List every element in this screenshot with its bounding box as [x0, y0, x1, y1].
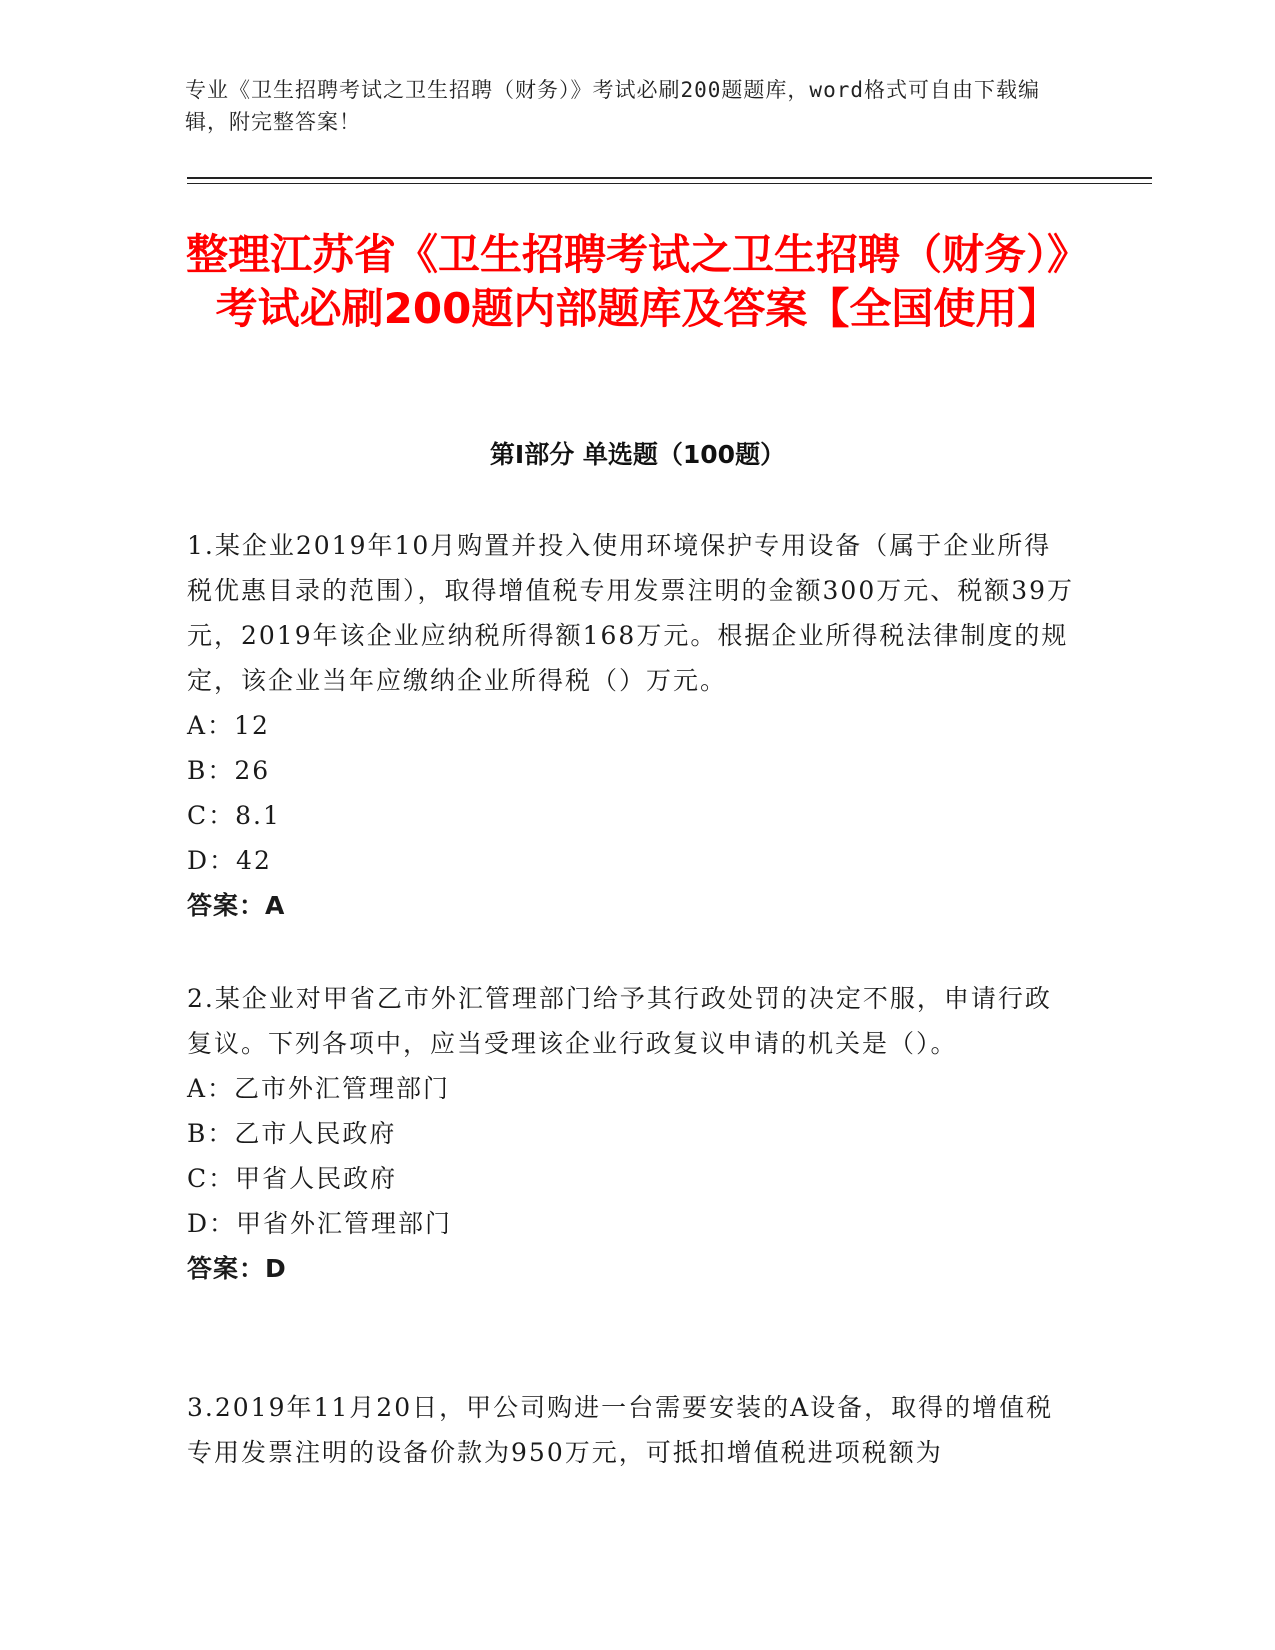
option-b: B：26 [187, 756, 271, 785]
answer-label: 答案：A [187, 891, 286, 920]
section-heading: 第I部分 单选题（100题） [489, 440, 786, 469]
question-stem: 2.某企业对甲省乙市外汇管理部门给予其行政处罚的决定不服，申请行政复议。下列各项中，应当受理该企业行政复议申请的机关是（）。 [187, 984, 1052, 1058]
question-stem: 3.2019年11月20日，甲公司购进一台需要安装的A设备，取得的增值税专用发票注明的设备价款为950万元，可抵扣增值税进项税额为 [187, 1393, 1054, 1467]
question-2 [187, 976, 1077, 1291]
option-d: D：42 [187, 846, 272, 875]
header-divider-thin [187, 183, 1152, 184]
option-d: D：甲省外汇管理部门 [187, 1209, 453, 1238]
option-a: A：乙市外汇管理部门 [187, 1074, 451, 1103]
option-a: A：12 [187, 711, 270, 740]
option-b: B：乙市人民政府 [187, 1119, 397, 1148]
question-stem: 1.某企业2019年10月购置并投入使用环境保护专用设备（属于企业所得税优惠目录的范围），取得增值税专用发票注明的金额300万元、税额39万元，2019年该企业应纳税所得额168万元。根据企业所得税法律制度的规定，该企业当年应缴纳企业所得税（）万元。 [187, 531, 1075, 695]
question-3 [187, 1385, 1077, 1475]
answer-label: 答案：D [187, 1254, 287, 1283]
header-note: 专业《卫生招聘考试之卫生招聘（财务）》考试必刷200题题库，word格式可自由下载编辑，附完整答案！ [185, 78, 1040, 134]
question-1 [187, 523, 1077, 928]
option-c: C：甲省人民政府 [187, 1164, 398, 1193]
option-c: C：8.1 [187, 801, 281, 830]
document-title: 整理江苏省《卫生招聘考试之卫生招聘（财务）》考试必刷200题内部题库及答案【全国使用】 [185, 230, 1089, 333]
header-divider [187, 177, 1152, 179]
